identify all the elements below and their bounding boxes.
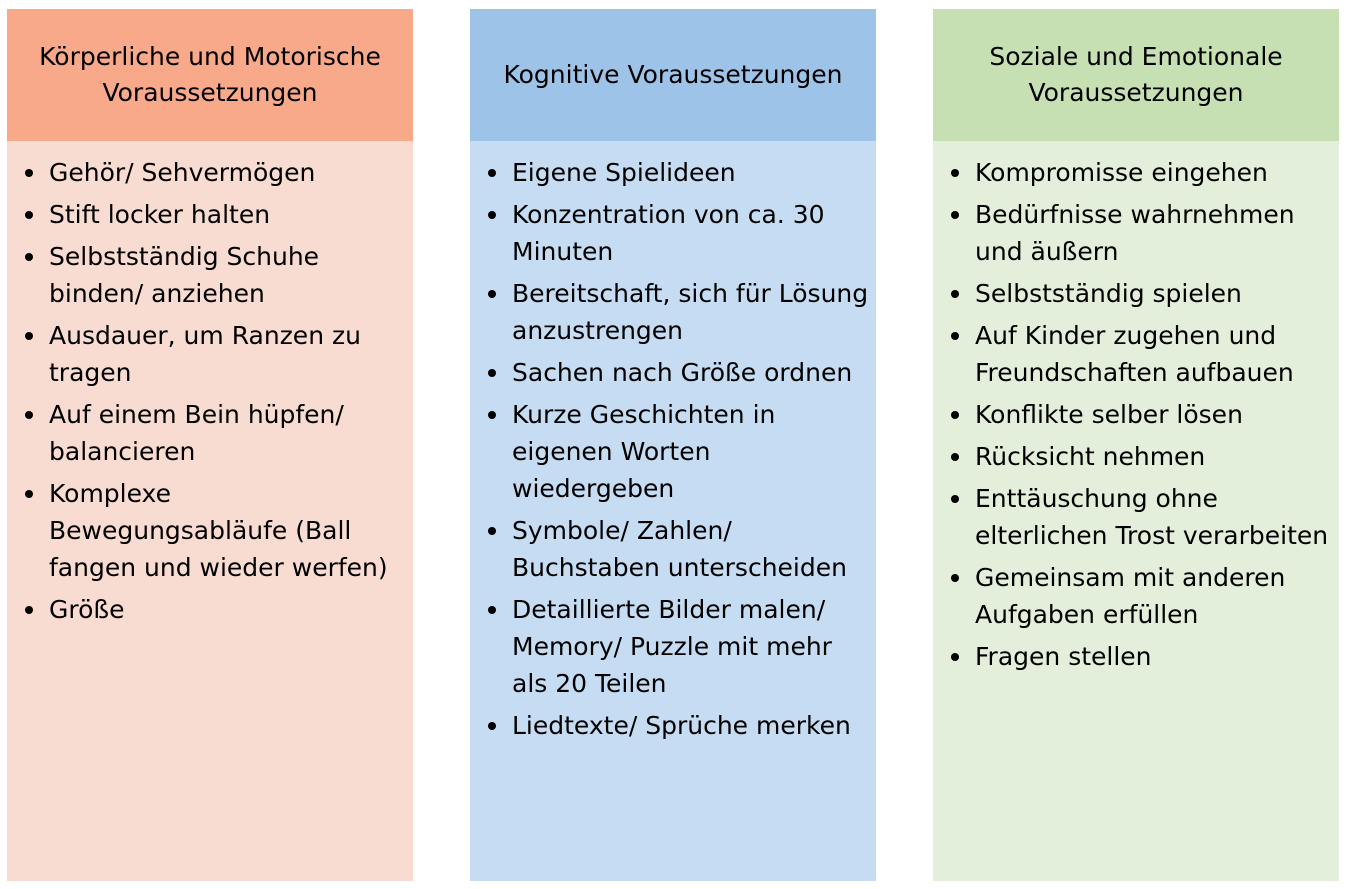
list-item: Selbstständig Schuhe binden/ anziehen xyxy=(7,238,409,312)
column-header xyxy=(933,9,1339,141)
list-item: Enttäuschung ohne elterlichen Trost verarbeiten xyxy=(933,480,1335,554)
list-item: Eigene Spielideen xyxy=(470,154,872,191)
column-body xyxy=(470,141,876,881)
list-item: Auf Kinder zugehen und Freundschaften aufbauen xyxy=(933,317,1335,391)
item-list xyxy=(933,154,1339,675)
column-title: Körperliche und Motorische Voraussetzungen xyxy=(39,42,381,107)
list-item: Detaillierte Bilder malen/ Memory/ Puzzle mit mehr als 20 Teilen xyxy=(470,591,872,702)
column-body xyxy=(933,141,1339,881)
column-body xyxy=(7,141,413,881)
item-list xyxy=(470,154,876,744)
list-item: Bedürfnisse wahrnehmen und äußern xyxy=(933,196,1335,270)
list-item: Fragen stellen xyxy=(933,638,1335,675)
list-item: Kurze Geschichten in eigenen Worten wiedergeben xyxy=(470,396,872,507)
list-item: Liedtexte/ Sprüche merken xyxy=(470,707,872,744)
list-item: Sachen nach Größe ordnen xyxy=(470,354,872,391)
list-item: Stift locker halten xyxy=(7,196,409,233)
list-item: Symbole/ Zahlen/ Buchstaben unterscheiden xyxy=(470,512,872,586)
list-item: Komplexe Bewegungsabläufe (Ball fangen und wieder werfen) xyxy=(7,475,409,586)
list-item: Ausdauer, um Ranzen zu tragen xyxy=(7,317,409,391)
list-item: Größe xyxy=(7,591,409,628)
item-list xyxy=(7,154,413,628)
list-item: Bereitschaft, sich für Lösung anzustrengen xyxy=(470,275,872,349)
list-item: Kompromisse eingehen xyxy=(933,154,1335,191)
column-physical-motor xyxy=(7,9,413,881)
column-header xyxy=(7,9,413,141)
list-item: Konflikte selber lösen xyxy=(933,396,1335,433)
column-header xyxy=(470,9,876,141)
list-item: Selbstständig spielen xyxy=(933,275,1335,312)
list-item: Rücksicht nehmen xyxy=(933,438,1335,475)
list-item: Konzentration von ca. 30 Minuten xyxy=(470,196,872,270)
column-cognitive xyxy=(470,9,876,881)
list-item: Gehör/ Sehvermögen xyxy=(7,154,409,191)
list-item: Gemeinsam mit anderen Aufgaben erfüllen xyxy=(933,559,1335,633)
column-title: Kognitive Voraussetzungen xyxy=(503,60,843,89)
column-social-emotional xyxy=(933,9,1339,881)
list-item: Auf einem Bein hüpfen/ balancieren xyxy=(7,396,409,470)
column-title: Soziale und Emotionale Voraussetzungen xyxy=(989,42,1283,107)
